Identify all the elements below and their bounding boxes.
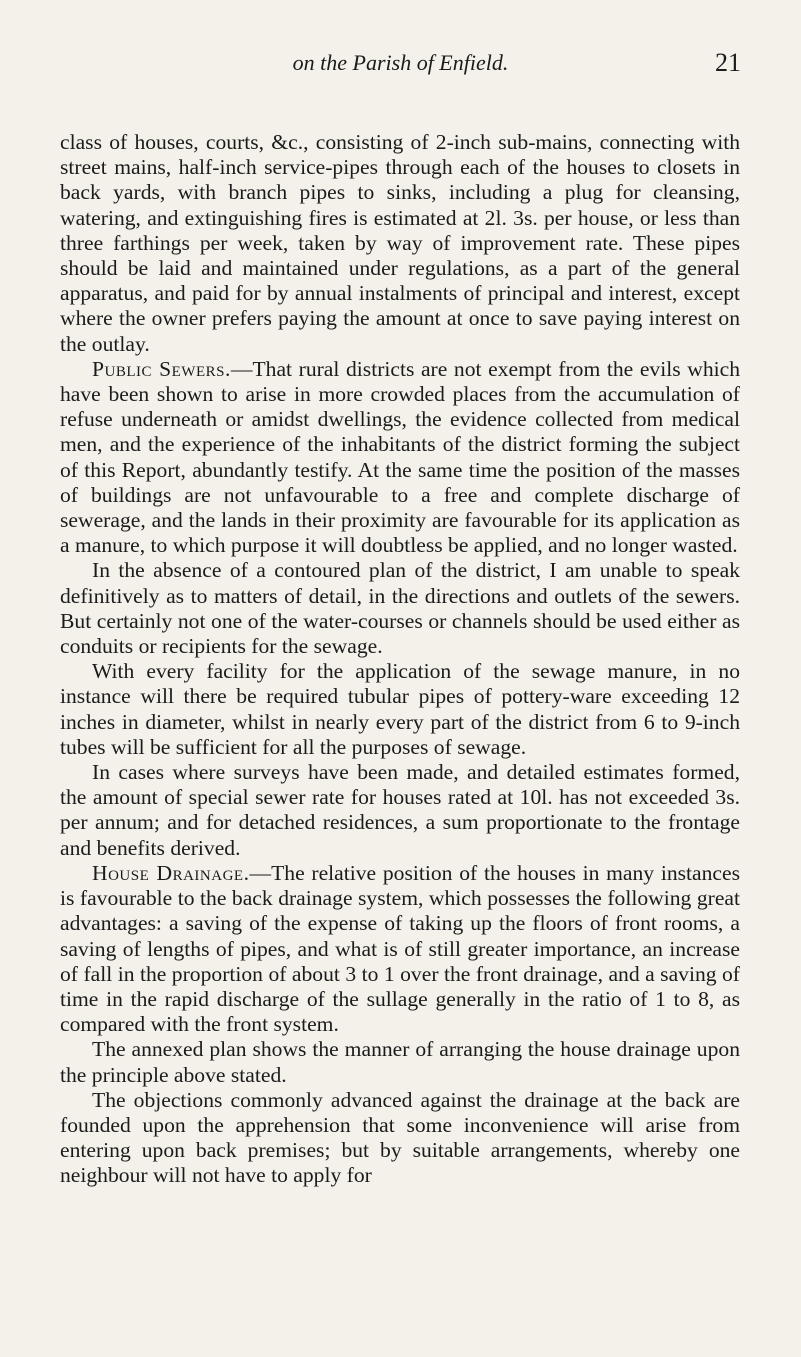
paragraph bbox=[60, 558, 740, 659]
paragraph bbox=[60, 357, 740, 559]
paragraph bbox=[60, 1037, 740, 1087]
paragraph bbox=[60, 861, 740, 1037]
page-number: 21 bbox=[715, 48, 741, 77]
paragraph-text: —That rural districts are not exempt from the evils which have been shown to arise in more crowded places from the accumulation of refuse underneath or amidst dwellings, the evidence collected from medical men, and the experience of the inhabitants of the district forming the subject of this Report, abundantly testify. At the same time the position of the masses of buildings are not unfavourable to a free and complete discharge of sewerage, and the lands in their proximity are favourable for its application as a manure, to which purpose it will doubtless be applied, and no longer wasted. bbox=[60, 356, 740, 558]
paragraph bbox=[60, 760, 740, 861]
paragraph bbox=[60, 1088, 740, 1189]
section-heading-house-drainage: House Drainage. bbox=[92, 860, 250, 885]
paragraph bbox=[60, 659, 740, 760]
paragraph-text: With every facility for the application of the sewage manure, in no instance will there be required tubular pipes of pottery-ware exceeding 12 inches in diameter, whilst in nearly every part of the district from 6 to 9-inch tubes will be sufficient for all the purposes of sewage. bbox=[60, 659, 740, 759]
section-heading-public-sewers: Public Sewers. bbox=[92, 356, 231, 381]
paragraph-text: The objections commonly advanced against the drainage at the back are founded upon the apprehension that some inconvenience will arise from entering upon back premises; but by suitable arrangements, whereby one neighbour will not have to apply for bbox=[60, 1087, 740, 1188]
paragraph-text: In cases where surveys have been made, and detailed estimates formed, the amount of special sewer rate for houses rated at 10l. has not exceeded 3s. per annum; and for detached residences, a sum proportionate to the frontage and benefits derived. bbox=[60, 760, 740, 860]
paragraph bbox=[60, 130, 740, 357]
paragraph-text: The annexed plan shows the manner of arranging the house drainage upon the principle above stated. bbox=[60, 1037, 740, 1087]
paragraph-text: In the absence of a contoured plan of the district, I am unable to speak definitively as to matters of detail, in the directions and outlets of the sewers. But certainly not one of the water-courses or channels should be used either as conduits or recipients for the sewage. bbox=[60, 558, 740, 659]
body-text bbox=[60, 130, 740, 1189]
running-title: on the Parish of Enfield. bbox=[292, 50, 509, 75]
paragraph-text: —The relative position of the houses in many instances is favourable to the back drainage system, which possesses the following great advantages: a saving of the expense of taking up the floors of front rooms, a saving of lengths of pipes, and what is of still greater importance, an increase of fall in the proportion of about 3 to 1 over the front drainage, and a saving of time in the rapid discharge of the sullage generally in the ratio of 1 to 8, as compared with the front system. bbox=[60, 860, 740, 1037]
paragraph-text: class of houses, courts, &c., consisting of 2-inch sub-mains, connecting with street mains, half-inch service-pipes through each of the houses to closets in back yards, with branch pipes to sinks, including a plug for cleansing, watering, and extinguishing fires is estimated at 2l. 3s. per house, or less than three farthings per week, taken by way of improvement rate. These pipes should be laid and maintained under regulations, as a part of the general apparatus, and paid for by annual instalments of principal and interest, except where the owner prefers paying the amount at once to save paying interest on the outlay. bbox=[60, 130, 740, 356]
